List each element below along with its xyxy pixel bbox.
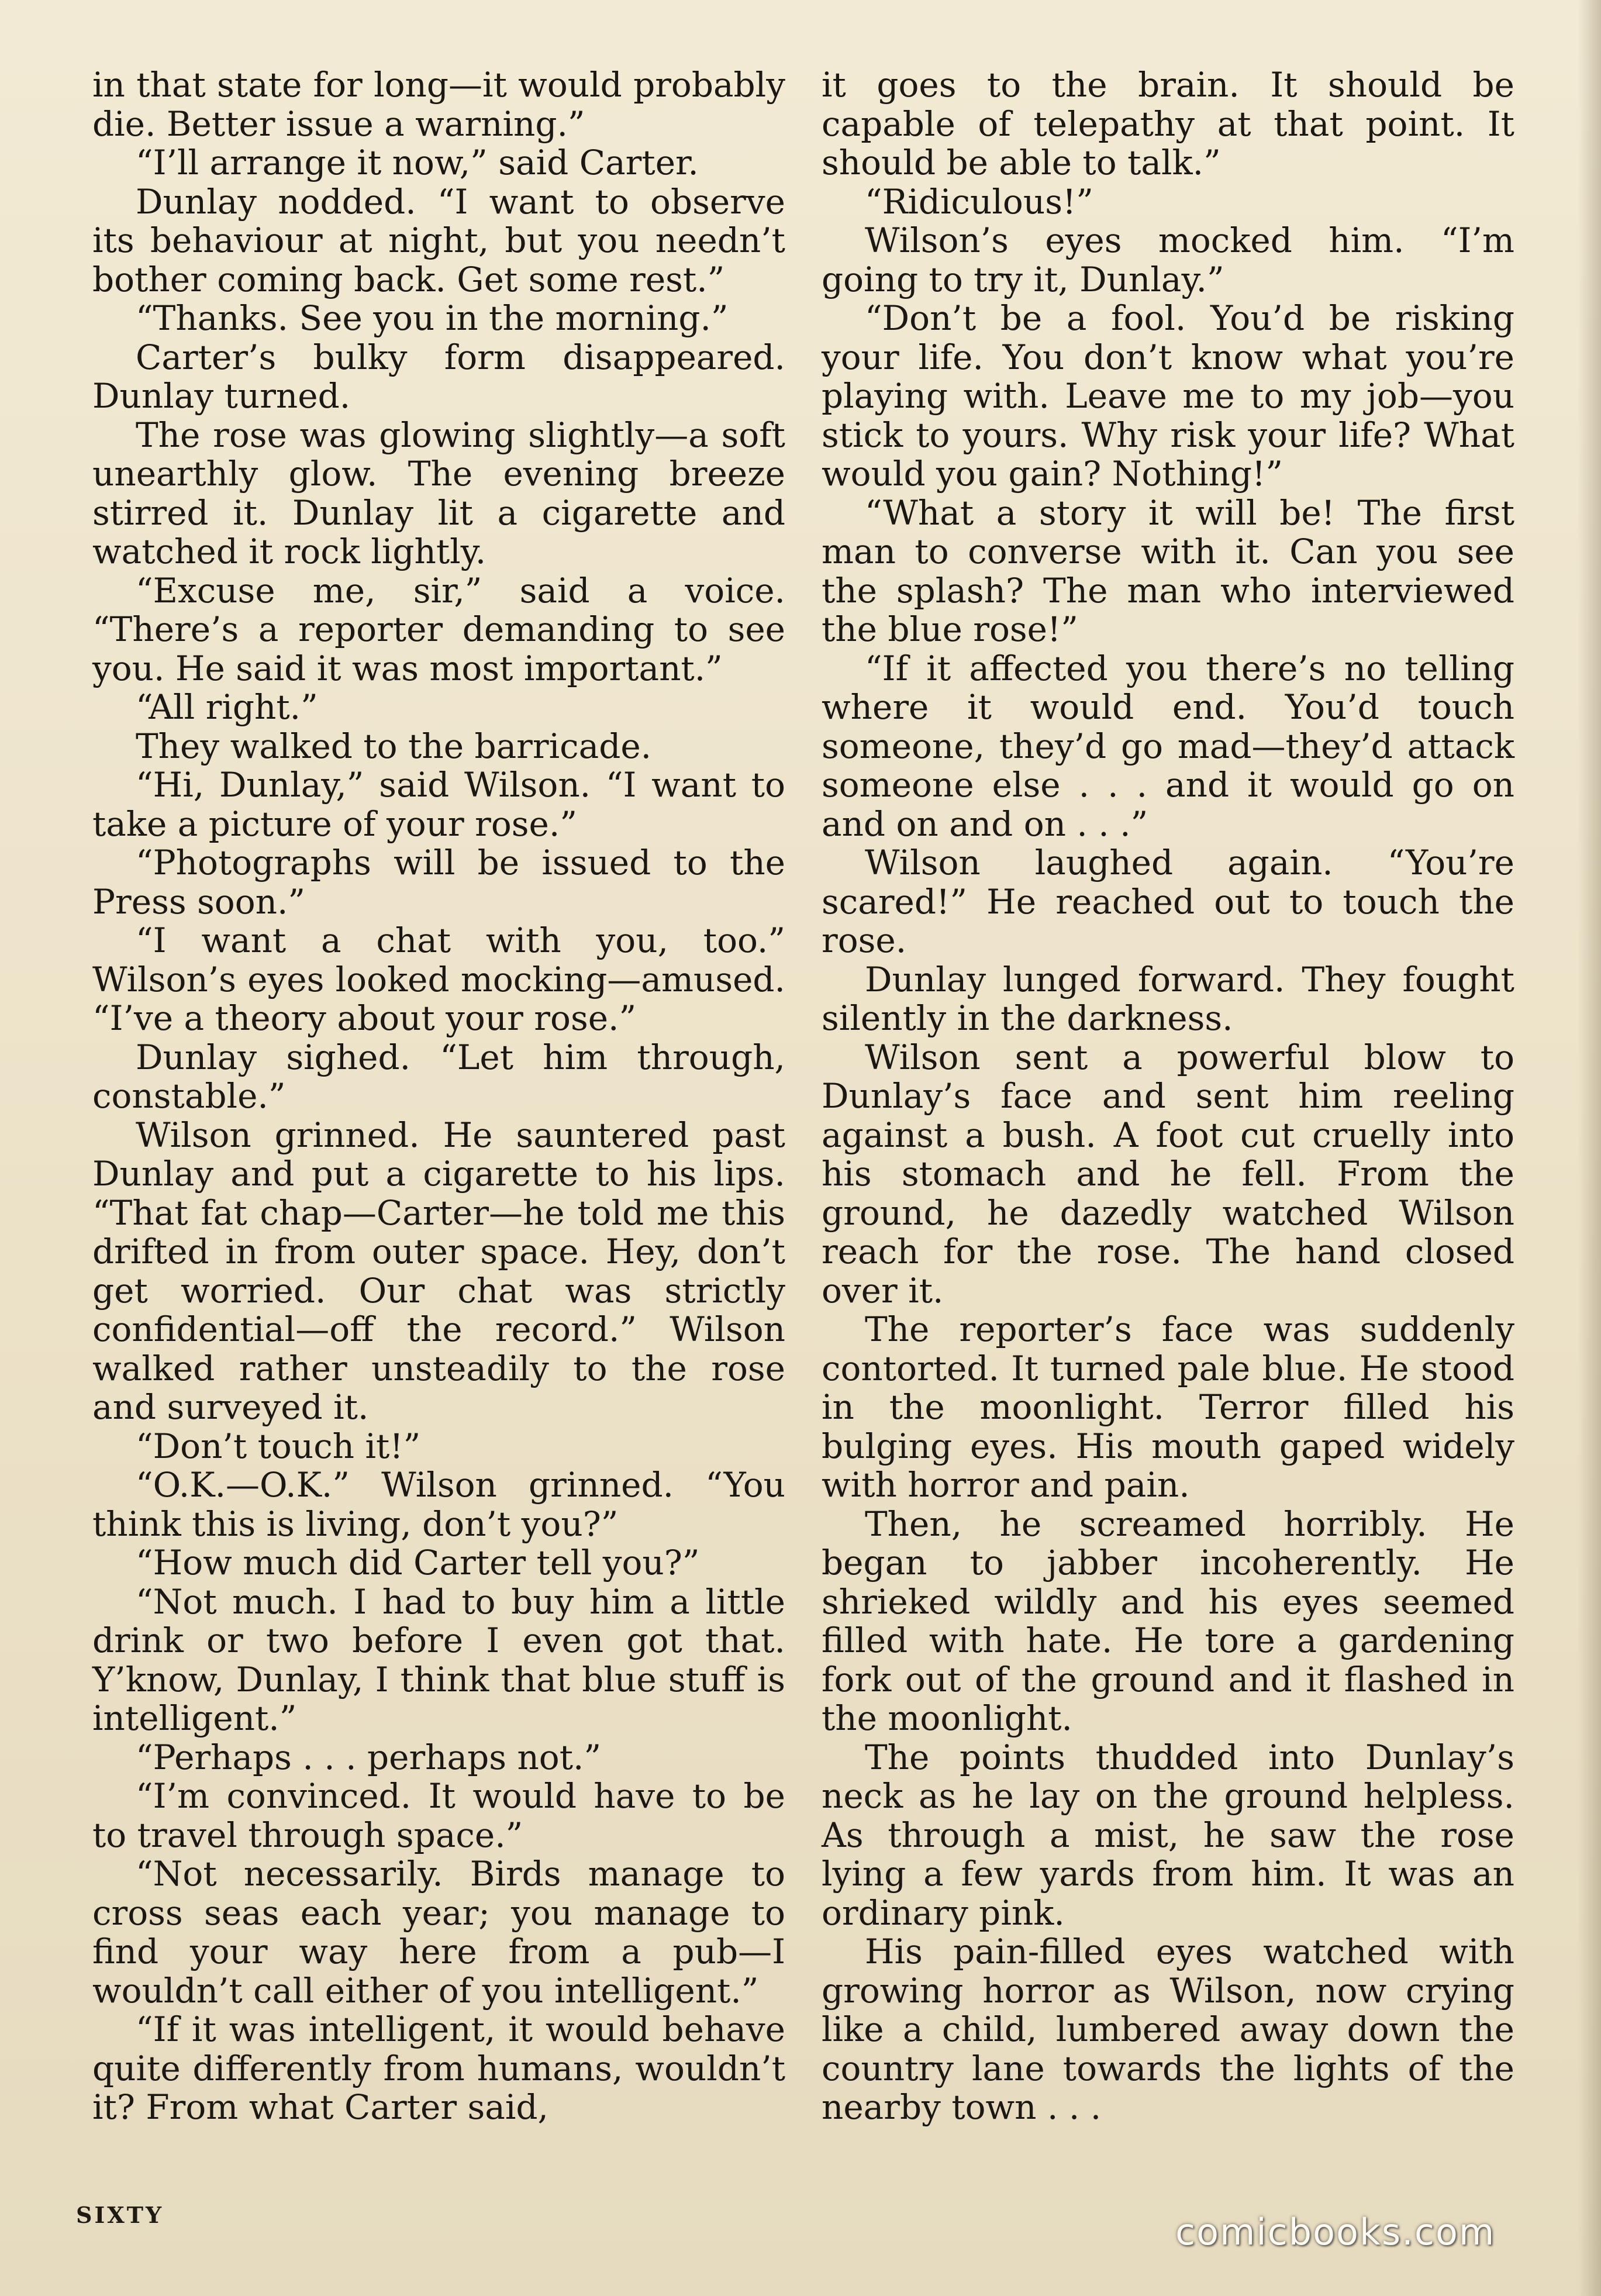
paragraph: “I want a chat with you, too.” Wilson’s eyes looked mocking—amused. “I’ve a theory about your rose.” (92, 921, 785, 1038)
right-text-column (822, 65, 1514, 2127)
paragraph: They walked to the barricade. (136, 726, 652, 766)
paragraph: “Don’t touch it!” (136, 1426, 421, 1466)
paragraph: Dunlay sighed. “Let him through, constable.” (92, 1037, 785, 1116)
paragraph: His pain-filled eyes watched with growing horror as Wilson, now crying like a child, lumbered away down the country lane towards the lights of the nearby town . . . (822, 1932, 1514, 2127)
paragraph: “Not much. I had to buy him a little drink or two before I even got that. Y’know, Dunlay, I think that blue stuff is intelligent.” (92, 1581, 785, 1738)
paragraph: “I’m convinced. It would have to be to travel through space.” (92, 1776, 785, 1855)
paragraph: “I’ll arrange it now,” said Carter. (136, 143, 699, 182)
site-watermark: comicbooks.com (1175, 2211, 1496, 2253)
paragraph: “Perhaps . . . perhaps not.” (136, 1737, 602, 1777)
paragraph: “If it affected you there’s no telling where it would end. You’d touch someone, they’d go mad—they’d attack someone else . . . and it would go on and on and on . . .” (822, 648, 1514, 844)
paragraph: Dunlay nodded. “I want to observe its behaviour at night, but you needn’t bother coming back. Get some rest.” (92, 181, 785, 299)
paragraph: The points thudded into Dunlay’s neck as he lay on the ground helpless. As through a mist, he saw the rose lying a few yards from him. It was an ordinary pink. (822, 1737, 1514, 1933)
paragraph: “What a story it will be! The first man to converse with it. Can you see the splash? The man who interviewed the blue rose!” (822, 492, 1514, 649)
left-text-column (92, 65, 785, 2127)
paragraph: “Hi, Dunlay,” said Wilson. “I want to take a picture of your rose.” (92, 765, 785, 844)
paragraph: “O.K.—O.K.” Wilson grinned. “You think this is living, don’t you?” (92, 1465, 785, 1544)
paragraph: Then, he screamed horribly. He began to jabber incoherently. He shrieked wildly and his eyes seemed filled with hate. He tore a gardening fork out of the ground and it flashed in the moonlight. (822, 1504, 1514, 1738)
paragraph: Carter’s bulky form disappeared. Dunlay turned. (92, 337, 785, 416)
paragraph: “Not necessarily. Birds manage to cross seas each year; you manage to find your way here from a pub—I wouldn’t call either of you intelligent.” (92, 1854, 785, 2011)
paragraph: “Ridiculous!” (865, 181, 1093, 222)
paragraph: The reporter’s face was suddenly contorted. It turned pale blue. He stood in the moonlight. Terror filled his bulging eyes. His mouth gaped widely with horror and pain. (822, 1309, 1514, 1505)
paragraph: Dunlay lunged forward. They fought silently in the darkness. (822, 959, 1514, 1038)
paragraph: Wilson’s eyes mocked him. “I’m going to try it, Dunlay.” (822, 220, 1514, 299)
page-edge-shadow (1578, 0, 1601, 2296)
paragraph: “Don’t be a fool. You’d be risking your life. You don’t know what you’re playing with. Leave me to my job—you stick to yours. Why risk your life? What would you gain? Nothing!” (822, 298, 1514, 494)
paragraph: The rose was glowing slightly—a soft unearthly glow. The evening breeze stirred it. Dunlay lit a cigarette and watched it rock lightly. (92, 415, 785, 571)
paragraph: in that state for long—it would probably die. Better issue a warning.” (92, 65, 785, 144)
paragraph: Wilson laughed again. “You’re scared!” He reached out to touch the rose. (822, 843, 1514, 960)
paragraph: “How much did Carter tell you?” (136, 1543, 700, 1583)
paragraph: “Thanks. See you in the morning.” (136, 298, 729, 338)
paragraph: “If it was intelligent, it would behave quite differently from humans, wouldn’t it? From what Carter said, (92, 2009, 785, 2127)
paragraph: “Photographs will be issued to the Press soon.” (92, 843, 785, 922)
paragraph: “All right.” (136, 687, 318, 727)
paragraph: it goes to the brain. It should be capable of telepathy at that point. It should be able to talk.” (822, 65, 1514, 182)
paragraph: Wilson sent a powerful blow to Dunlay’s face and sent him reeling against a bush. A foot cut cruelly into his stomach and he fell. From the ground, he dazedly watched Wilson reach for the rose. The hand closed over it. (822, 1037, 1514, 1311)
page-number: SIXTY (76, 2202, 164, 2228)
paragraph: Wilson grinned. He sauntered past Dunlay and put a cigarette to his lips. “That fat chap—Carter—he told me this drifted in from outer space. Hey, don’t get worried. Our chat was strictly confidential—off the record.” Wilson walked rather unsteadily to the rose and surveyed it. (92, 1115, 785, 1427)
paragraph: “Excuse me, sir,” said a voice. “There’s a reporter demanding to see you. He said it was most important.” (92, 570, 785, 688)
